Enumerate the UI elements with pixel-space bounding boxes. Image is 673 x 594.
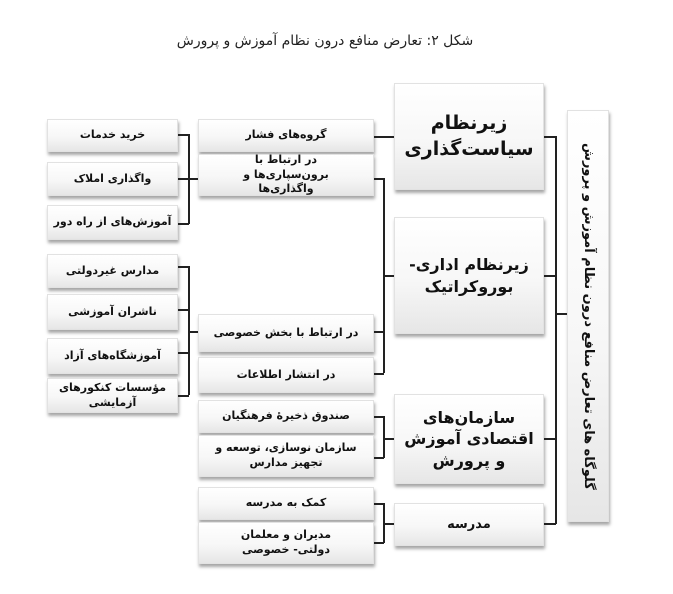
link-policy — [544, 136, 556, 138]
node-private-sector: در ارتباط با بخش خصوصی — [198, 314, 374, 352]
link-free-institutes — [178, 352, 189, 354]
node-managers-teachers: مدیران و معلمان دولتی- خصوصی — [198, 522, 374, 564]
node-school-aid: کمک به مدرسه — [198, 487, 374, 520]
link-private-sector — [374, 331, 384, 333]
link-renovation-org — [374, 457, 384, 459]
root-bus — [555, 136, 557, 524]
node-school-renovation-org: سازمان نوسازی، توسعه و تجهیز مدارس — [198, 435, 374, 477]
admin-link — [383, 275, 394, 277]
root-link — [555, 313, 567, 315]
root-node: گلوگاه های تعارض منافع درون نظام آموزش و پرورش — [567, 110, 609, 522]
link-publishers — [178, 309, 189, 311]
node-teachers-fund: صندوق ذخیرۀ فرهنگیان — [198, 400, 374, 433]
economic-bus — [383, 416, 385, 458]
subsystem-school: مدرسه — [394, 503, 544, 546]
node-test-prep-institutes: مؤسسات کنکورهای آزمایشی — [47, 378, 178, 413]
node-property-transfer: واگذاری املاک — [47, 162, 178, 196]
link-economic — [544, 438, 556, 440]
link-buying-services — [178, 134, 189, 136]
node-buying-services: خرید خدمات — [47, 119, 178, 152]
outsourcing-link — [188, 178, 198, 180]
link-property-transfer — [178, 178, 189, 180]
node-pressure-groups: گروه‌های فشار — [198, 119, 374, 152]
link-private-schools — [178, 266, 189, 268]
node-private-schools: مدارس غیردولتی — [47, 254, 178, 288]
subsystem-policy: زیرنظام سیاست‌گذاری — [394, 83, 544, 190]
school-link — [383, 523, 394, 525]
link-administrative — [544, 275, 556, 277]
node-distance-education: آموزش‌های از راه دور — [47, 205, 178, 240]
link-managers — [374, 542, 384, 544]
link-school — [544, 523, 556, 525]
private-link — [188, 331, 198, 333]
link-outsourcing — [374, 178, 384, 180]
link-pressure-groups — [374, 136, 394, 138]
node-free-institutes: آموزشگاه‌های آزاد — [47, 338, 178, 374]
node-information: در انتشار اطلاعات — [198, 357, 374, 393]
node-educational-publishers: ناشران آموزشی — [47, 294, 178, 330]
link-test-prep — [178, 395, 189, 397]
link-distance-education — [178, 223, 189, 225]
economic-link — [383, 438, 394, 440]
link-teachers-fund — [374, 416, 384, 418]
node-outsourcing: در ارتباط با برون‌سپاری‌ها و واگذاری‌ها — [198, 154, 374, 196]
link-information — [374, 373, 384, 375]
subsystem-economic-orgs: سازمان‌های اقتصادی آموزش و پرورش — [394, 394, 544, 484]
figure-title: شکل ۲: تعارض منافع درون نظام آموزش و پرورش — [176, 33, 474, 49]
link-school-aid — [374, 503, 384, 505]
subsystem-administrative: زیرنظام اداری- بوروکراتیک — [394, 217, 544, 334]
